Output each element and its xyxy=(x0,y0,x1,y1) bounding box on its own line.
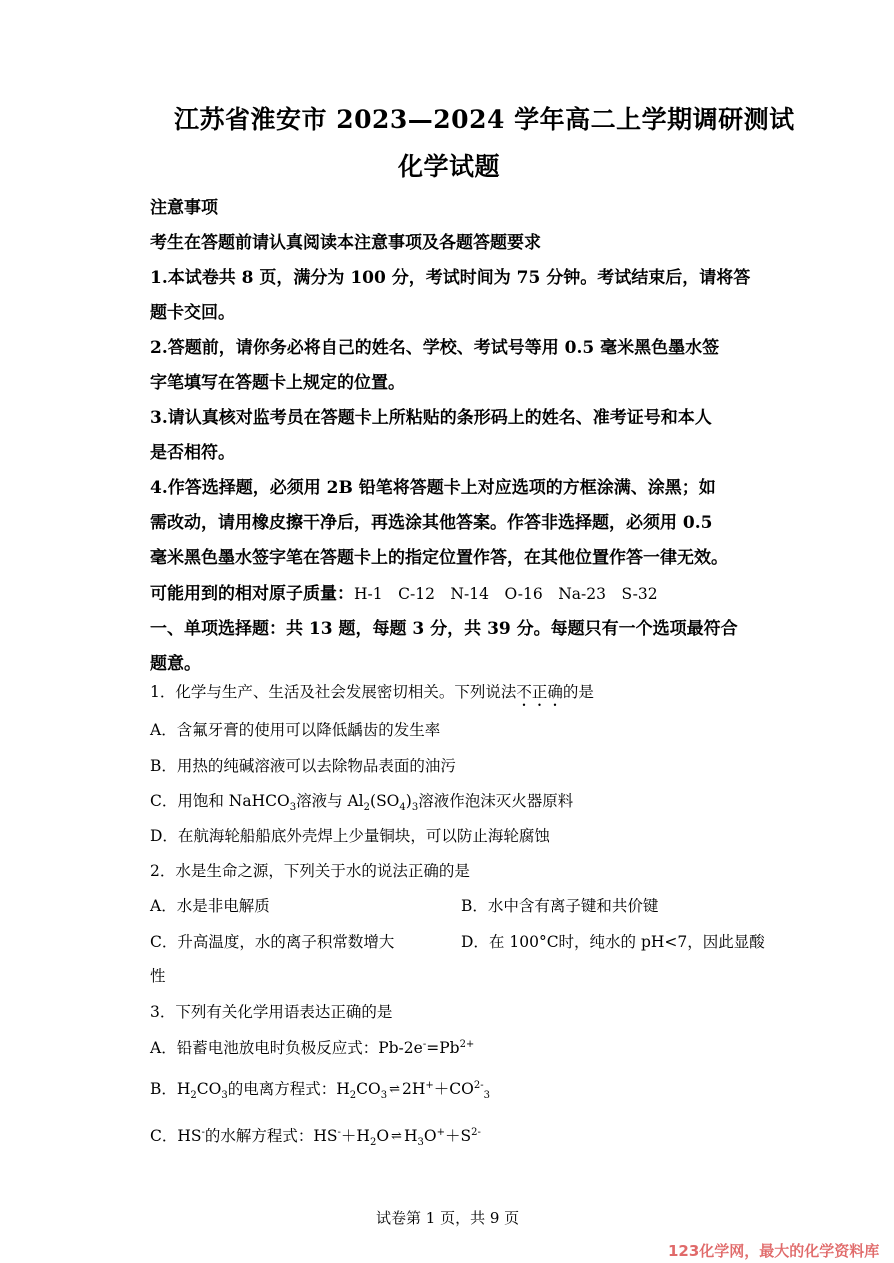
notice-line: 题卡交回。 xyxy=(150,303,235,323)
q1-c-text: C．用饱和 NaHCO xyxy=(150,792,290,810)
subscript: 4 xyxy=(399,802,406,814)
subscript: 3 xyxy=(417,1137,424,1149)
notice-line: 字笔填写在答题卡上规定的位置。 xyxy=(150,373,405,393)
q3-b-text: ＋CO xyxy=(433,1080,474,1098)
atomic-mass-values: H-1 C-12 N-14 O-16 Na-23 S-32 xyxy=(354,585,658,603)
notice-line: 是否相符。 xyxy=(150,443,235,463)
q2-option-c[interactable]: C．升高温度，水的离子积常数增大 xyxy=(150,933,395,951)
q1-option-a[interactable]: A．含氟牙膏的使用可以降低龋齿的发生率 xyxy=(150,721,441,739)
watermark: 123化学网，最大的化学资料库 xyxy=(668,1242,880,1260)
notice-line: 3.请认真核对监考员在答题卡上所粘贴的条形码上的姓名、准考证号和本人 xyxy=(150,408,712,428)
notice-line: 毫米黑色墨水签字笔在答题卡上的指定位置作答，在其他位置作答一律无效。 xyxy=(150,548,728,568)
notice-line: 2.答题前，请你务必将自己的姓名、学校、考试号等用 0.5 毫米黑色墨水签 xyxy=(150,338,720,358)
q2-option-b[interactable]: B．水中含有离子键和共价键 xyxy=(461,897,659,915)
atomic-mass-line xyxy=(150,579,658,604)
subscript: 3 xyxy=(483,1090,490,1102)
notice-intro: 考生在答题前请认真阅读本注意事项及各题答题要求 xyxy=(150,233,541,253)
notice-heading: 注意事项 xyxy=(150,198,218,218)
subscript: 2 xyxy=(190,1090,197,1102)
superscript: - xyxy=(201,1126,205,1138)
superscript: 2- xyxy=(471,1126,481,1138)
notice-line: 需改动，请用橡皮擦干净后，再选涂其他答案。作答非选择题，必须用 0.5 xyxy=(150,513,713,533)
subscript: 2 xyxy=(369,1137,377,1149)
subscript: 3 xyxy=(221,1090,228,1102)
section-heading: 一、单项选择题：共 13 题，每题 3 分，共 39 分。每题只有一个选项最符合 xyxy=(150,619,738,639)
q3-a-text: =Pb xyxy=(426,1039,460,1057)
q3-c-text: ＋H xyxy=(340,1127,370,1145)
q1-c-text: 溶液与 Al xyxy=(296,792,364,810)
q3-a-text: A．铅蓄电池放电时负极反应式：Pb-2e xyxy=(150,1039,423,1057)
equilibrium-arrow-icon: ⇌ xyxy=(389,1082,401,1097)
q1-c-text: (SO xyxy=(370,792,400,810)
q3-c-text: O xyxy=(376,1127,390,1145)
q2-option-a[interactable]: A．水是非电解质 xyxy=(150,897,270,915)
equilibrium-arrow-icon: ⇌ xyxy=(391,1129,402,1144)
q1-option-d[interactable]: D．在航海轮船船底外壳焊上少量铜块，可以防止海轮腐蚀 xyxy=(150,827,550,845)
q3-b-text: 2H xyxy=(402,1080,426,1098)
q3-c-text: H xyxy=(403,1127,418,1145)
subscript: 3 xyxy=(380,1090,388,1102)
notice-line: 4.作答选择题，必须用 2B 铅笔将答题卡上对应选项的方框涂满、涂黑；如 xyxy=(150,478,716,498)
q3-b-text: B．H xyxy=(150,1080,191,1098)
q3-c-text: O xyxy=(423,1127,437,1145)
question-3-stem: 3．下列有关化学用语表达正确的是 xyxy=(150,1003,393,1021)
q1-option-b[interactable]: B．用热的纯碱溶液可以去除物品表面的油污 xyxy=(150,757,456,775)
q3-b-text: CO xyxy=(356,1080,381,1098)
q1-stem-text: 1．化学与生产、生活及社会发展密切相关。下列说法 xyxy=(150,683,517,701)
q3-c-text: 的水解方程式：HS xyxy=(204,1127,338,1145)
q1-stem-emphasis: 不正确 xyxy=(516,683,563,701)
subscript: 2 xyxy=(363,802,371,814)
subscript: 3 xyxy=(411,802,419,814)
q1-stem-end: 的是 xyxy=(562,683,594,701)
q3-b-text: CO xyxy=(196,1080,222,1098)
superscript: - xyxy=(337,1126,341,1138)
question-2-stem: 2．水是生命之源，下列关于水的说法正确的是 xyxy=(150,862,470,880)
subscript: 2 xyxy=(349,1090,357,1102)
q3-option-b[interactable] xyxy=(150,1077,490,1102)
question-1-stem xyxy=(150,680,594,710)
q2-option-d-cont: 性 xyxy=(150,967,166,985)
q3-c-text: ＋S xyxy=(444,1127,472,1145)
notice-line: 1.本试卷共 8 页，满分为 100 分，考试时间为 75 分钟。考试结束后，请将答 xyxy=(150,268,751,288)
q3-option-a[interactable] xyxy=(150,1036,474,1058)
page-subtitle: 化学试题 xyxy=(398,152,501,181)
page-title: 江苏省淮安市 2023—2024 学年高二上学期调研测试 xyxy=(174,105,795,134)
superscript: + xyxy=(425,1079,434,1091)
superscript: + xyxy=(436,1126,445,1138)
q3-option-c[interactable] xyxy=(150,1124,481,1149)
superscript: 2- xyxy=(473,1079,484,1091)
superscript: - xyxy=(422,1038,427,1050)
q1-c-text: ) xyxy=(405,792,412,810)
atomic-mass-label: 可能用到的相对原子质量： xyxy=(150,584,354,604)
q3-b-text: 的电离方程式：H xyxy=(227,1080,350,1098)
q1-option-c[interactable] xyxy=(150,789,574,814)
page-footer: 试卷第 1 页，共 9 页 xyxy=(376,1209,520,1227)
superscript: 2+ xyxy=(459,1038,475,1050)
q2-option-d[interactable]: D．在 100°C时，纯水的 pH<7，因此显酸 xyxy=(461,933,765,951)
subscript: 3 xyxy=(289,802,297,814)
q3-c-text: C．HS xyxy=(150,1127,202,1145)
q1-c-text: 溶液作泡沫灭火器原料 xyxy=(418,792,574,810)
section-heading-cont: 题意。 xyxy=(150,654,201,674)
